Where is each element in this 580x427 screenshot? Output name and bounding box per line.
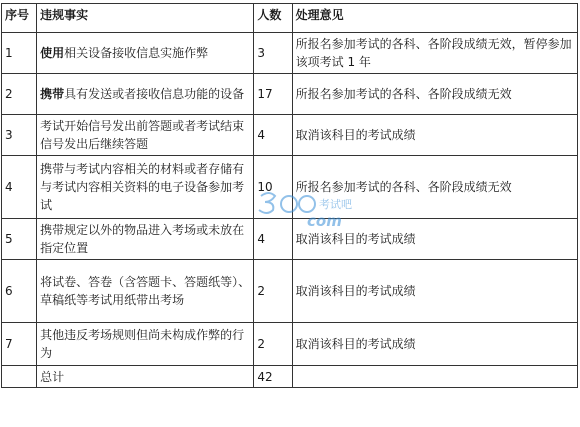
table-row — [2, 219, 578, 260]
header-handling: 处理意见 — [292, 4, 577, 33]
table-row — [2, 156, 578, 219]
watermark-brand: 考试吧 — [319, 198, 352, 211]
row-violation — [37, 260, 254, 323]
watermark-domain: com — [307, 212, 342, 230]
row-violation-text: 携带与考试内容相关的材料或者存储有与考试内容相关资料的电子设备参加考试 — [40, 162, 245, 212]
row-index: 1 — [2, 33, 37, 74]
row-violation — [37, 219, 254, 260]
table-row — [2, 74, 578, 115]
table-row — [2, 323, 578, 366]
row-handling: 所报名参加考试的各科、各阶段成绩无效 — [292, 156, 577, 219]
row-index: 6 — [2, 260, 37, 323]
row-violation-text: 具有发送或者接收信息功能的设备 — [64, 87, 245, 101]
header-count: 人数 — [254, 4, 292, 33]
row-index: 7 — [2, 323, 37, 366]
row-handling: 所报名参加考试的各科、各阶段成绩无效，暂停参加该项考试 1 年 — [292, 33, 577, 74]
row-count: 2 — [254, 260, 292, 323]
row-count: 4 — [254, 219, 292, 260]
row-violation-text: 相关设备接收信息实施作弊 — [64, 46, 209, 60]
row-count: 2 — [254, 323, 292, 366]
row-violation-text: 其他违反考场规则但尚未构成作弊的行为 — [40, 328, 245, 360]
total-count: 42 — [254, 366, 292, 388]
row-violation — [37, 33, 254, 74]
row-handling: 取消该科目的考试成绩 — [292, 115, 577, 156]
row-index: 4 — [2, 156, 37, 219]
table-row — [2, 260, 578, 323]
total-row — [2, 366, 578, 388]
header-violation: 违规事实 — [37, 4, 254, 33]
row-violation-lead: 携带 — [40, 87, 65, 101]
table-header-row — [2, 4, 578, 33]
row-index: 2 — [2, 74, 37, 115]
row-violation-text: 将试卷、答卷（含答题卡、答题纸等）、草稿纸等考试用纸带出考场 — [40, 275, 251, 307]
row-violation-lead: 使用 — [40, 46, 65, 60]
row-count: 4 — [254, 115, 292, 156]
row-handling: 取消该科目的考试成绩 — [292, 323, 577, 366]
row-violation-text: 携带规定以外的物品进入考场或未放在指定位置 — [40, 223, 245, 255]
row-count: 17 — [254, 74, 292, 115]
row-count: 3 — [254, 33, 292, 74]
violations-table — [1, 3, 578, 388]
row-count: 10 — [254, 156, 292, 219]
row-violation — [37, 323, 254, 366]
row-violation — [37, 74, 254, 115]
header-index: 序号 — [2, 4, 37, 33]
total-label: 总计 — [37, 366, 254, 388]
row-violation — [37, 115, 254, 156]
table-row — [2, 33, 578, 74]
row-index: 5 — [2, 219, 37, 260]
row-index: 3 — [2, 115, 37, 156]
table-row — [2, 115, 578, 156]
row-violation — [37, 156, 254, 219]
row-violation-text: 考试开始信号发出前答题或者考试结束信号发出后继续答题 — [40, 119, 245, 151]
row-handling: 所报名参加考试的各科、各阶段成绩无效 — [292, 74, 577, 115]
row-handling: 取消该科目的考试成绩 — [292, 219, 577, 260]
total-handling — [292, 366, 577, 388]
total-index — [2, 366, 37, 388]
row-handling: 取消该科目的考试成绩 — [292, 260, 577, 323]
